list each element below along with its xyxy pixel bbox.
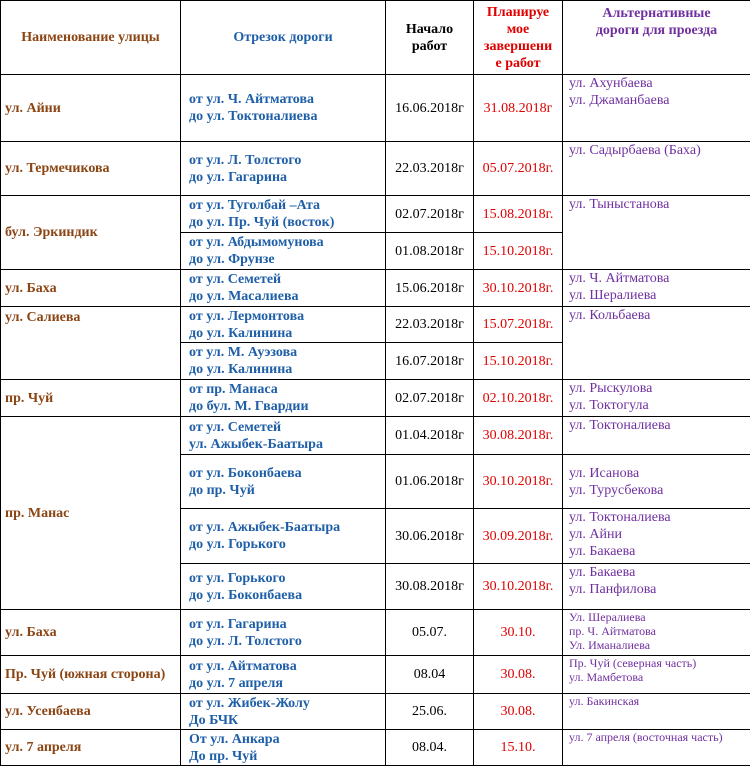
end-date: 30.10.2018г.	[474, 455, 563, 509]
segment-line: от пр. Манаса	[189, 382, 278, 397]
end-date: 30.08.	[474, 694, 563, 730]
alt-line: ул. Токтогула	[569, 398, 649, 413]
street-name: ул. Айни	[1, 75, 181, 142]
start-date: 08.04	[386, 656, 474, 694]
header-street: Наименование улицы	[1, 1, 181, 75]
segment-line: до ул. Калинина	[189, 362, 293, 377]
alt-line: Ул. Иманалиева	[569, 638, 651, 652]
segment-line: до ул. Пр. Чуй (восток)	[189, 215, 335, 230]
alt-line: ул. Садырбаева (Баха)	[569, 143, 701, 158]
street-name: Пр. Чуй (южная сторона)	[1, 656, 181, 694]
end-date: 30.08.	[474, 656, 563, 694]
street-name: бул. Эркиндик	[1, 196, 181, 270]
street-name: ул. Термечикова	[1, 142, 181, 196]
road-segment	[181, 75, 386, 142]
segment-line: до ул. Токтоналиева	[189, 109, 318, 124]
alternative-roads	[563, 380, 750, 417]
alternative-roads	[563, 196, 750, 270]
table-row	[1, 270, 750, 307]
alt-line: Ул. Шералиева	[569, 610, 646, 624]
road-segment	[181, 196, 386, 233]
end-date: 30.09.2018г.	[474, 509, 563, 564]
start-date: 01.06.2018г	[386, 455, 474, 509]
end-date: 30.10.2018г.	[474, 270, 563, 307]
segment-line: от ул. Гагарина	[189, 616, 287, 632]
alt-line: ул. Рыскулова	[569, 381, 653, 396]
header-start	[386, 1, 474, 75]
end-date: 30.10.	[474, 610, 563, 656]
alternative-roads	[563, 270, 750, 307]
start-date: 05.07.	[386, 610, 474, 656]
segment-line: от ул. Л. Толстого	[189, 152, 302, 168]
segment-line: до ул. Боконбаева	[189, 587, 303, 603]
segment-line: от ул. Лермонтова	[189, 308, 305, 324]
start-date: 01.08.2018г	[386, 233, 474, 270]
road-segment	[181, 730, 386, 766]
alternative-roads	[563, 610, 750, 656]
segment-line: от ул. Туголбай –Ата	[189, 198, 321, 213]
segment-line: до ул. Фрунзе	[189, 252, 275, 267]
table-row	[1, 196, 750, 233]
header-end-line: е работ	[495, 55, 541, 71]
street-name: ул. Усенбаева	[1, 694, 181, 730]
segment-line: от ул. Семетей	[189, 272, 282, 287]
alt-line: Пр. Чуй (северная часть)	[569, 656, 697, 670]
start-date: 22.03.2018г	[386, 307, 474, 343]
alt-line: ул. Исанова	[569, 465, 640, 481]
alt-line: ул. Турусбекова	[569, 482, 664, 498]
alt-line: ул. Бакаева	[569, 565, 636, 580]
street-name: ул. 7 апреля	[1, 730, 181, 766]
road-segment	[181, 455, 386, 509]
header-row	[1, 1, 750, 75]
segment-line: от ул. Жибек-Жолу	[189, 695, 310, 711]
table-row	[1, 694, 750, 730]
alt-line: пр. Ч. Айтматова	[569, 624, 656, 638]
end-date: 02.10.2018г.	[474, 380, 563, 417]
segment-line: от ул. Ажыбек-Баатыра	[189, 520, 341, 535]
road-segment	[181, 694, 386, 730]
alternative-roads	[563, 656, 750, 694]
end-date: 05.07.2018г.	[474, 142, 563, 196]
header-alt-line: Альтернативные	[602, 6, 711, 21]
alternative-roads	[563, 142, 750, 196]
end-date: 15.07.2018г.	[474, 307, 563, 343]
street-name: пр. Манас	[1, 417, 181, 610]
alternative-roads	[563, 455, 750, 509]
table-row	[1, 610, 750, 656]
alt-line: ул. Бакинская	[569, 694, 640, 708]
start-date: 15.06.2018г	[386, 270, 474, 307]
header-end-line: Планируе	[486, 4, 550, 20]
start-date: 16.07.2018г	[386, 343, 474, 380]
street-name: ул. Баха	[1, 270, 181, 307]
alternative-roads	[563, 730, 750, 766]
segment-line: до ул. Гагарина	[189, 169, 288, 185]
segment-line: от ул. Ч. Айтматова	[189, 92, 315, 107]
alternative-roads	[563, 564, 750, 610]
road-segment	[181, 509, 386, 564]
start-date: 02.07.2018г	[386, 196, 474, 233]
alternative-roads	[563, 694, 750, 730]
segment-line: от ул. М. Ауэзова	[189, 345, 298, 360]
alt-line: ул. Ч. Айтматова	[569, 271, 670, 286]
alt-line: ул. Бакаева	[569, 544, 636, 559]
table-row	[1, 730, 750, 766]
segment-line: до ул. Горького	[189, 537, 286, 552]
end-date: 31.08.2018г	[474, 75, 563, 142]
road-segment	[181, 343, 386, 380]
header-end-line: завершени	[483, 38, 553, 54]
road-segment	[181, 564, 386, 610]
segment-line: до бул. М. Гвардии	[189, 399, 309, 414]
segment-line: До пр. Чуй	[189, 748, 258, 764]
start-date: 08.04.	[386, 730, 474, 766]
road-segment	[181, 142, 386, 196]
alternative-roads	[563, 417, 750, 455]
alternative-roads	[563, 75, 750, 142]
start-date: 22.03.2018г	[386, 142, 474, 196]
road-segment	[181, 656, 386, 694]
street-name: пр. Чуй	[1, 380, 181, 417]
start-date: 16.06.2018г	[386, 75, 474, 142]
alternative-roads	[563, 307, 750, 380]
alternative-roads	[563, 509, 750, 564]
alt-line: ул. Тыныстанова	[569, 197, 670, 212]
road-segment	[181, 307, 386, 343]
segment-line: до ул. Калинина	[189, 325, 293, 341]
street-name: ул. Баха	[1, 610, 181, 656]
segment-line: До БЧК	[189, 712, 239, 728]
table-row	[1, 380, 750, 417]
alt-line: ул. Джаманбаева	[569, 93, 670, 108]
start-date: 25.06.	[386, 694, 474, 730]
header-end	[474, 1, 563, 75]
segment-line: от ул. Боконбаева	[189, 465, 302, 481]
segment-line: до ул. Л. Толстого	[189, 633, 302, 649]
end-date: 30.10.2018г.	[474, 564, 563, 610]
alt-line: ул. Шералиева	[569, 288, 657, 303]
alt-line: ул. Мамбетова	[569, 670, 644, 684]
road-segment	[181, 270, 386, 307]
alt-line: ул. 7 апреля (восточная часть)	[569, 730, 723, 744]
road-segment	[181, 417, 386, 455]
segment-line: до ул. Масалиева	[189, 289, 299, 304]
end-date: 15.10.2018г.	[474, 343, 563, 380]
end-date: 15.10.2018г.	[474, 233, 563, 270]
segment-line: до пр. Чуй	[189, 482, 255, 498]
road-segment	[181, 380, 386, 417]
segment-line: до ул. 7 апреля	[189, 675, 283, 691]
end-date: 15.10.	[474, 730, 563, 766]
table-row	[1, 307, 750, 343]
start-date: 30.06.2018г	[386, 509, 474, 564]
segment-line: От ул. Анкара	[189, 731, 280, 747]
alt-line: ул. Токтоналиева	[569, 510, 671, 525]
header-start-line: Начало	[405, 21, 454, 37]
road-segment	[181, 610, 386, 656]
start-date: 30.08.2018г	[386, 564, 474, 610]
segment-line: от ул. Абдымомунова	[189, 235, 324, 250]
alt-line: ул. Токтоналиева	[569, 418, 671, 433]
alt-line: ул. Айни	[569, 527, 622, 542]
alt-line: ул. Ахунбаева	[569, 76, 653, 91]
header-segment: Отрезок дороги	[181, 1, 386, 75]
segment-line: от ул. Горького	[189, 570, 286, 586]
end-date: 15.08.2018г.	[474, 196, 563, 233]
table-row	[1, 656, 750, 694]
road-segment	[181, 233, 386, 270]
table-row	[1, 75, 750, 142]
alt-line: ул. Кольбаева	[569, 308, 651, 323]
segment-line: ул. Ажыбек-Баатыра	[189, 436, 323, 452]
segment-line: от ул. Айтматова	[189, 658, 297, 674]
start-date: 01.04.2018г	[386, 417, 474, 455]
start-date: 02.07.2018г	[386, 380, 474, 417]
street-name: ул. Салиева	[1, 307, 181, 380]
segment-line: от ул. Семетей	[189, 419, 282, 435]
alt-line: ул. Панфилова	[569, 582, 657, 597]
header-end-line: мое	[506, 21, 530, 37]
end-date: 30.08.2018г.	[474, 417, 563, 455]
header-alt-line: дороги для проезда	[595, 23, 718, 38]
header-alt	[563, 1, 750, 75]
table-row	[1, 417, 750, 455]
header-start-line: работ	[411, 38, 448, 54]
table-row	[1, 142, 750, 196]
